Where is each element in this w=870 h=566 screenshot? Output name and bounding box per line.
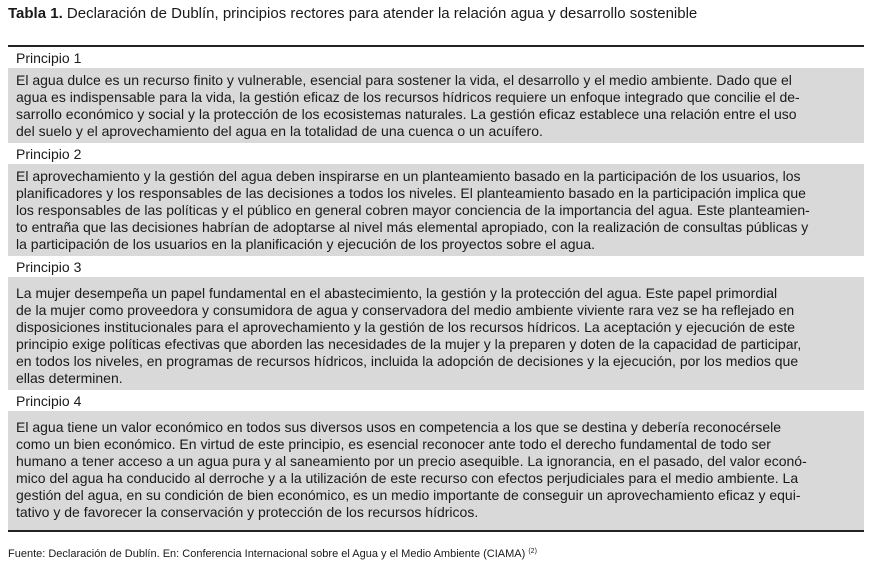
text-line: la participación de los usuarios en la planificación y ejecución de los proyectos sobre el agua. (16, 236, 596, 252)
text-line: mico del agua ha conducido al derroche y a la utilización de este recurso con efectos perjudiciales para el medio ambiente. La (16, 470, 799, 486)
text-line: los responsables de las políticas y el público en general cobren mayor conciencia de la importancia del agua. Este planteamien- (16, 202, 810, 218)
principles-table (8, 45, 864, 532)
text-line: en todos los niveles, en programas de recursos hídricos, incluida la adopción de decisiones y la ejecución, por los medios que (16, 353, 799, 369)
text-line: principio exige políticas efectivas que aborden las necesidades de la mujer y la preparen y doten de la capacidad de participar, (16, 336, 802, 352)
text-line: humano a tener acceso a un agua pura y al saneamiento por un precio asequible. La ignorancia, en el pasado, del valor econó- (16, 453, 807, 469)
text-line: sarrollo económico y social y la protección de los ecosistemas naturales. La gestión eficaz establece una relación entre el uso (16, 106, 797, 122)
text-line: de la mujer como proveedora y consumidora de agua y conservadora del medio ambiente viviente rara vez se ha reflejado en (16, 302, 795, 318)
principle-2-heading: Principio 2 (16, 146, 82, 162)
text-line: El agua dulce es un recurso finito y vulnerable, esencial para sostener la vida, el desarrollo y el medio ambiente. Dado que el (16, 72, 792, 88)
principle-3-heading: Principio 3 (16, 259, 82, 275)
principle-4-heading: Principio 4 (16, 393, 82, 409)
table-label: Tabla 1. (8, 5, 63, 22)
source-footnote (8, 545, 537, 561)
text-line: disposiciones institucionales para el aprovechamiento y la gestión de los recursos hídricos. La aceptación y ejecución de este (16, 319, 796, 335)
principle-1-text (8, 68, 864, 143)
principle-3-text (8, 277, 864, 390)
text-line: to entraña que las decisiones habrían de adoptarse al nivel más elemental apropiado, con la realización de consultas públicas y (16, 219, 809, 235)
table-caption (8, 5, 697, 23)
text-line: El agua tiene un valor económico en todos sus diversos usos en competencia a los que se destina y debería reconocérsele (16, 419, 782, 435)
text-line: agua es indispensable para la vida, la gestión eficaz de los recursos hídricos requiere un enfoque integrado que concilie el de- (16, 89, 800, 105)
principle-1-heading: Principio 1 (16, 50, 82, 66)
footnote-reference: (2) (528, 548, 537, 555)
text-line: El aprovechamiento y la gestión del agua deben inspirarse en un planteamiento basado en la participación de los usuarios, los (16, 168, 801, 184)
text-line: ellas determinen. (16, 370, 123, 386)
text-line: del suelo y el aprovechamiento del agua en la totalidad de una cuenca o un acuífero. (16, 123, 543, 139)
text-line: tativo y de favorecer la conservación y protección de los recursos hídricos. (16, 504, 479, 520)
table-title: Declaración de Dublín, principios rectores para atender la relación agua y desarrollo sostenible (66, 5, 698, 22)
text-line: como un bien económico. En virtud de este principio, es esencial reconocer ante todo el derecho fundamental de todo ser (16, 436, 771, 452)
text-line: La mujer desempeña un papel fundamental en el abastecimiento, la gestión y la protección del agua. Este papel primordial (16, 285, 778, 301)
footnote-text: Fuente: Declaración de Dublín. En: Conferencia Internacional sobre el Agua y el Medio Ambiente (CIAMA) (8, 548, 526, 560)
principle-2-text (8, 164, 864, 256)
text-line: gestión del agua, en su condición de bien económico, es un medio importante de conseguir un aprovechamiento eficaz y equi- (16, 487, 801, 503)
text-line: planificadores y los responsables de las decisiones a todos los niveles. El planteamiento basado en la participación implica que (16, 185, 806, 201)
principle-4-text (8, 411, 864, 530)
